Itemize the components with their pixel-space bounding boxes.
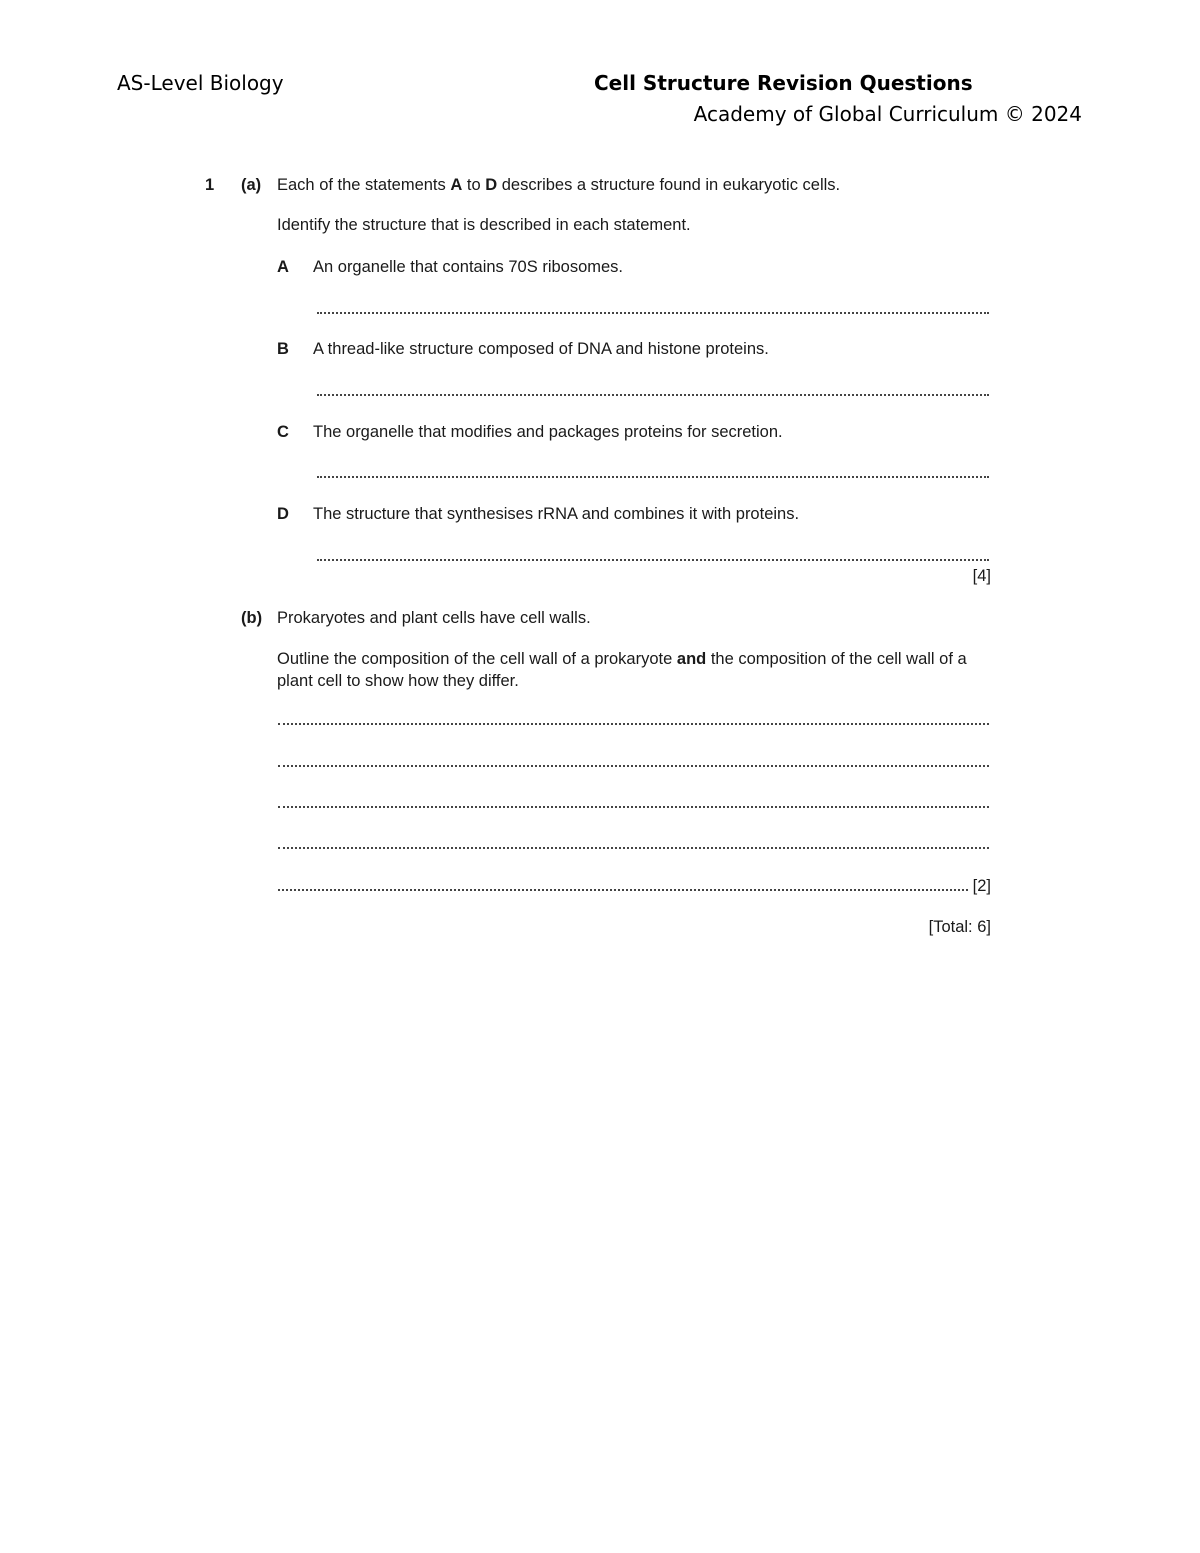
part-a-label: (a) (241, 176, 262, 194)
organisation-copyright: Academy of Global Curriculum © 2024 (693, 102, 1082, 126)
part-b-intro: Prokaryotes and plant cells have cell walls. (277, 609, 591, 627)
intro-text: Each of the statements (277, 176, 451, 194)
question-total: [Total: 6] (928, 918, 991, 936)
answer-line-b4[interactable] (278, 847, 989, 849)
course-name: AS-Level Biology (117, 71, 284, 95)
answer-line-a[interactable] (317, 312, 989, 314)
statement-letter-a: A (277, 258, 289, 276)
part-a-intro (277, 176, 840, 195)
answer-line-c[interactable] (317, 476, 989, 478)
statement-text-b: A thread-like structure composed of DNA and histone proteins. (313, 340, 769, 358)
answer-line-d[interactable] (317, 559, 989, 561)
statement-text-c: The organelle that modifies and packages proteins for secretion. (313, 423, 783, 441)
statement-letter-d: D (277, 505, 289, 523)
part-b-instruction (277, 648, 993, 692)
part-a-instruction: Identify the structure that is described in each statement. (277, 216, 691, 234)
part-b-label: (b) (241, 609, 263, 627)
statement-letter-c: C (277, 423, 289, 441)
part-a-marks: [4] (972, 567, 991, 585)
question-number: 1 (205, 176, 215, 194)
document-title: Cell Structure Revision Questions (594, 71, 973, 95)
statement-text-a: An organelle that contains 70S ribosomes. (313, 258, 624, 276)
intro-bold-d: D (485, 176, 498, 194)
intro-text: describes a structure found in eukaryotic cells. (497, 176, 841, 194)
intro-bold-a: A (450, 176, 463, 194)
answer-line-b3[interactable] (278, 806, 989, 808)
instruction-text: the composition of the cell wall of a plant cell to show how they differ. (277, 650, 967, 690)
intro-text: to (462, 176, 486, 194)
answer-line-b[interactable] (317, 394, 989, 396)
answer-line-b1[interactable] (278, 723, 989, 725)
part-b-marks: [2] (972, 877, 991, 895)
answer-line-b2[interactable] (278, 765, 989, 767)
statement-letter-b: B (277, 340, 289, 358)
answer-line-b5[interactable] (278, 889, 968, 891)
statement-text-d: The structure that synthesises rRNA and combines it with proteins. (313, 505, 800, 523)
instruction-bold-and: and (676, 650, 707, 668)
instruction-text: Outline the composition of the cell wall of a prokaryote (277, 650, 677, 668)
